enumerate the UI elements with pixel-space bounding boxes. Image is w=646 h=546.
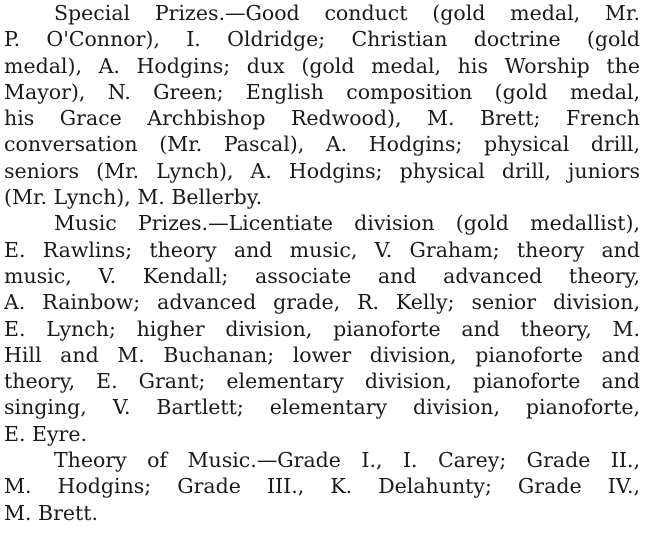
text-line: (Mr. Lynch), M. Bellerby. — [4, 185, 263, 210]
text-line: M. Hodgins; Grade III., K. Delahunty; Grade IV., — [4, 474, 640, 499]
paragraph-special-prizes — [4, 0, 640, 210]
text-line: medal), A. Hodgins; dux (gold medal, his Worship the — [4, 53, 640, 78]
text-line: A. Rainbow; advanced grade, R. Kelly; senior division, — [4, 290, 640, 315]
text-line: E. Rawlins; theory and music, V. Graham; theory and — [4, 237, 640, 262]
text-line: E. Eyre. — [4, 421, 87, 446]
text-line: E. Lynch; higher division, pianoforte and theory, M. — [4, 316, 640, 341]
text-line: Mayor), N. Green; English composition (gold medal, — [4, 79, 640, 104]
text-line: M. Brett. — [4, 500, 99, 525]
text-line: Special Prizes.—Good conduct (gold medal, Mr. — [54, 1, 640, 25]
text-line: Hill and M. Buchanan; lower division, pianoforte and — [4, 342, 640, 367]
paragraph-music-prizes — [4, 210, 640, 447]
paragraph-theory-of-music — [4, 447, 640, 526]
text-line: P. O'Connor), I. Oldridge; Christian doctrine (gold — [4, 27, 640, 52]
text-line: his Grace Archbishop Redwood), M. Brett; French — [4, 106, 640, 131]
text-line: conversation (Mr. Pascal), A. Hodgins; physical drill, — [4, 132, 640, 157]
text-line: Theory of Music.—Grade I., I. Carey; Grade II., — [54, 448, 640, 473]
document-page — [4, 0, 640, 526]
text-line: singing, V. Bartlett; elementary division, pianoforte, — [4, 395, 640, 420]
text-line: music, V. Kendall; associate and advanced theory, — [4, 263, 640, 288]
text-line: seniors (Mr. Lynch), A. Hodgins; physical drill, juniors — [4, 158, 640, 183]
text-line: theory, E. Grant; elementary division, pianoforte and — [4, 369, 640, 394]
text-line: Music Prizes.—Licentiate division (gold medallist), — [54, 211, 640, 236]
